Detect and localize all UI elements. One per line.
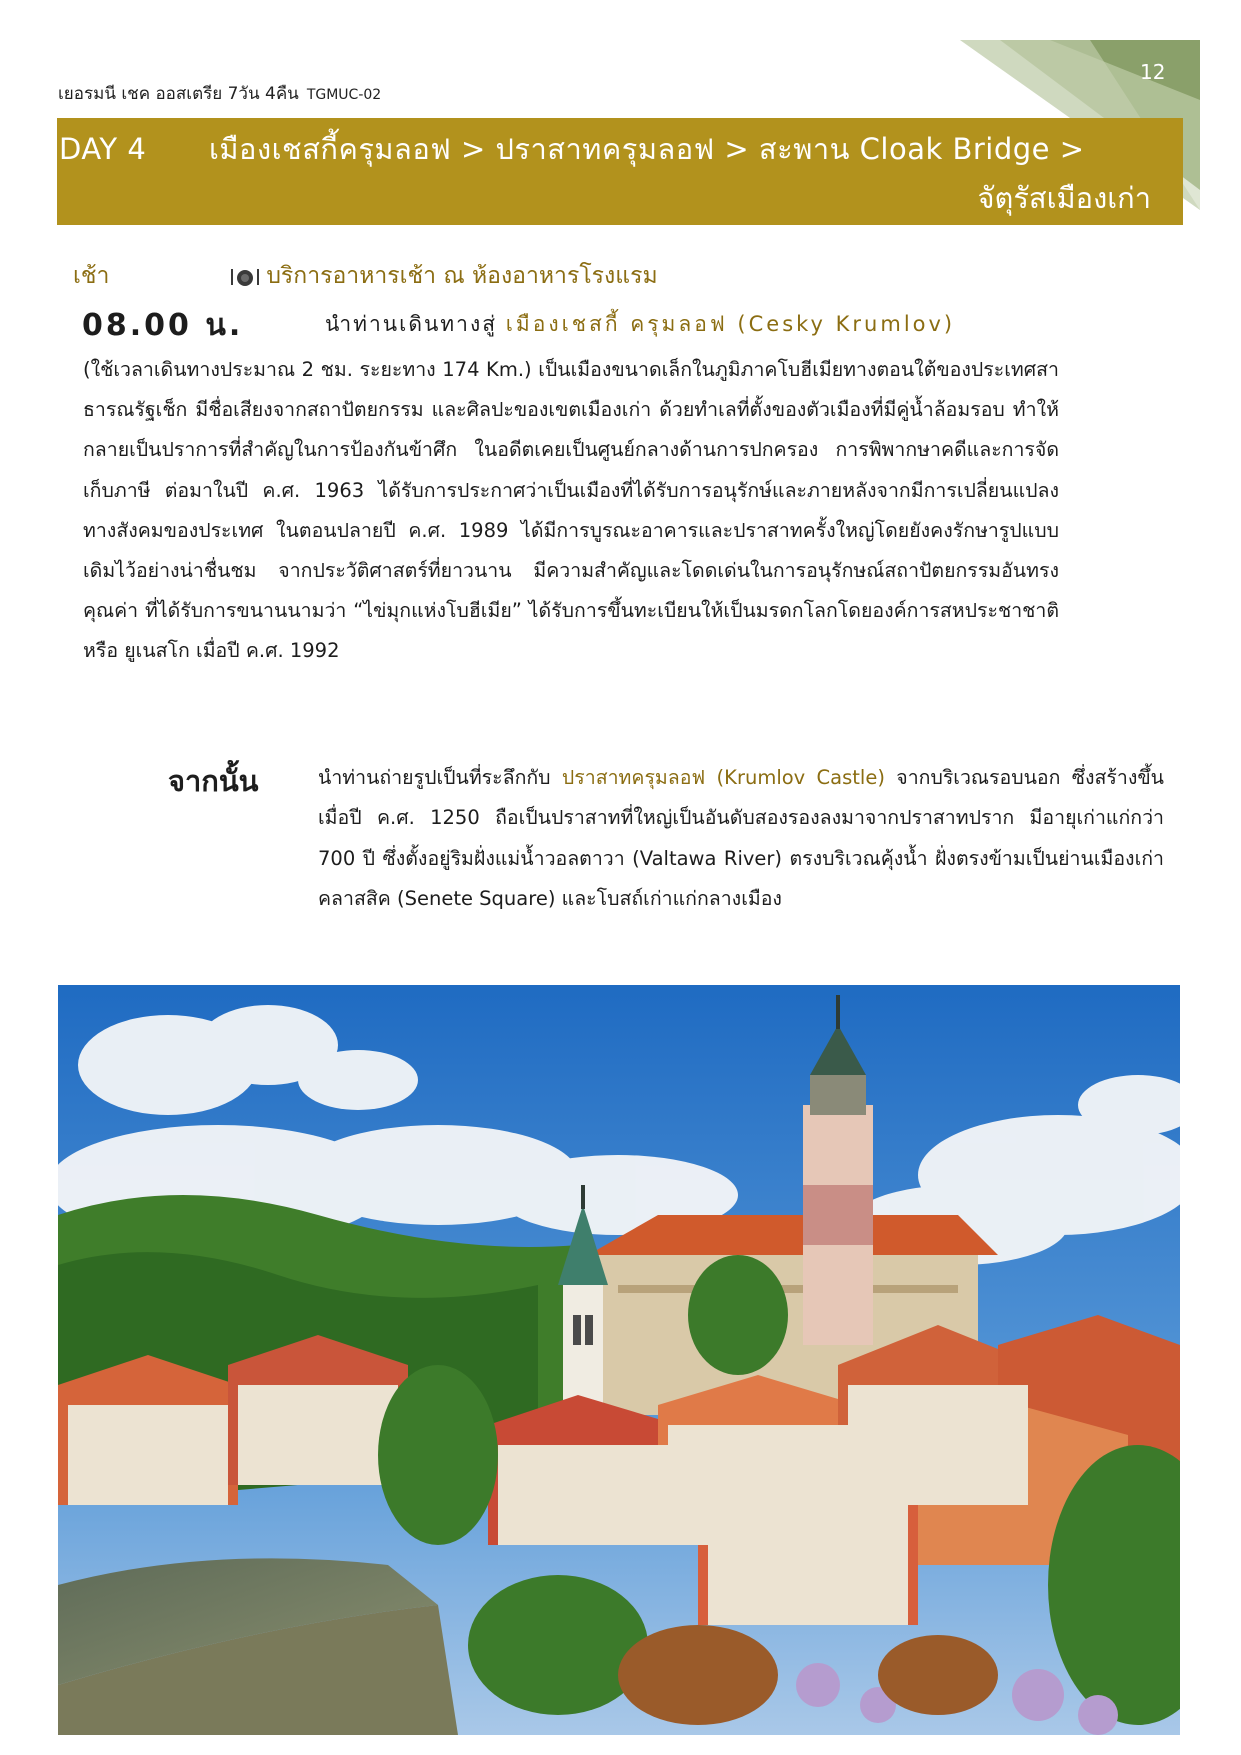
day-banner <box>57 118 1183 225</box>
time-label: 08.00 น. <box>82 308 244 343</box>
time-lead-intro: นำท่านเดินทางสู่ <box>325 312 498 336</box>
morning-meal-row <box>73 258 658 294</box>
time-lead-text <box>325 308 955 341</box>
dining-plate-icon <box>230 267 260 287</box>
then-label: จากนั้น <box>168 764 259 798</box>
morning-meal-text: บริการอาหารเช้า ณ ห้องอาหารโรงแรม <box>266 263 658 289</box>
tour-name: เยอรมนี เชค ออสเตรีย 7วัน 4คืน <box>58 84 299 104</box>
castle-lead: นำท่านถ่ายรูปเป็นที่ระลึกกับ <box>318 766 551 789</box>
tour-code: TGMUC-02 <box>306 87 382 103</box>
destination-highlight: เมืองเชสกี้ ครุมลอฟ (Cesky Krumlov) <box>505 312 956 336</box>
castle-description: จากบริเวณรอบนอก ซึ่งสร้างขึ้นเมื่อปี ค.ศ. 1250 ถือเป็นปราสาทที่ใหญ่เป็นอันดับสองรองลงมาจากปราสาทปราก มีอายุเก่าแก่กว่า 700 ปี ซึ่งตั้งอยู่ริมฝั่งแม่น้ำวอลตาวา (Valtawa River) ตรงบริเวณคุ้งน้ำ ฝั่งตรงข้ามเป็นย่านเมืองเก่าคลาสสิค (Senete Square) และโบสถ์เก่าแก่กลางเมือง <box>318 766 1164 911</box>
tour-subtitle <box>58 80 381 107</box>
morning-label: เช้า <box>73 263 110 289</box>
destination-description: (ใช้เวลาเดินทางประมาณ 2 ชม. ระยะทาง 174 Km.) เป็นเมืองขนาดเล็กในภูมิภาคโบฮีเมียทางตอนใต้ของประเทศสาธารณรัฐเช็ก มีชื่อเสียงจากสถาปัตยกรรม และศิลปะของเขตเมืองเก่า ด้วยทำเลที่ตั้งของตัวเมืองที่มีคู่น้ำล้อมรอบ ทำให้กลายเป็นปราการที่สำคัญในการป้องกันข้าศึก ในอดีตเคยเป็นศูนย์กลางด้านการปกครอง การพิพากษาคดีและการจัดเก็บภาษี ต่อมาในปี ค.ศ. 1963 ได้รับการประกาศว่าเป็นเมืองที่ได้รับการอนุรักษ์และภายหลังจากมีการเปลี่ยนแปลงทางสังคมของประเทศ ในตอนปลายปี ค.ศ. 1989 ได้มีการบูรณะอาคารและปราสาทครั้งใหญ่โดยยังคงรักษารูปแบบเดิมไว้อย่างน่าชื่นชม จากประวัติศาสตร์ที่ยาวนาน มีความสำคัญและโดดเด่นในการอนุรักษณ์สถาปัตยกรรมอันทรงคุณค่า ที่ได้รับการขนานนามว่า “ไข่มุกแห่งโบฮีเมีย” ได้รับการขึ้นทะเบียนให้เป็นมรดกโลกโดยองค์การสหประชาชาติ หรือ ยูเนสโก เมื่อปี ค.ศ. 1992 <box>83 358 1059 663</box>
route-line-2: จัตุรัสเมืองเก่า <box>977 181 1151 215</box>
castle-paragraph <box>318 758 1164 920</box>
castle-highlight: ปราสาทครุมลอฟ (Krumlov Castle) <box>561 766 885 789</box>
day-label: DAY 4 <box>59 132 147 166</box>
route-line-1: เมืองเชสกี้ครุมลอฟ > ปราสาทครุมลอฟ > สะพาน Cloak Bridge > <box>209 132 1085 166</box>
page-number: 12 <box>1140 60 1166 84</box>
banner-line-1 <box>59 126 1085 172</box>
cesky-krumlov-photo <box>58 985 1180 1735</box>
